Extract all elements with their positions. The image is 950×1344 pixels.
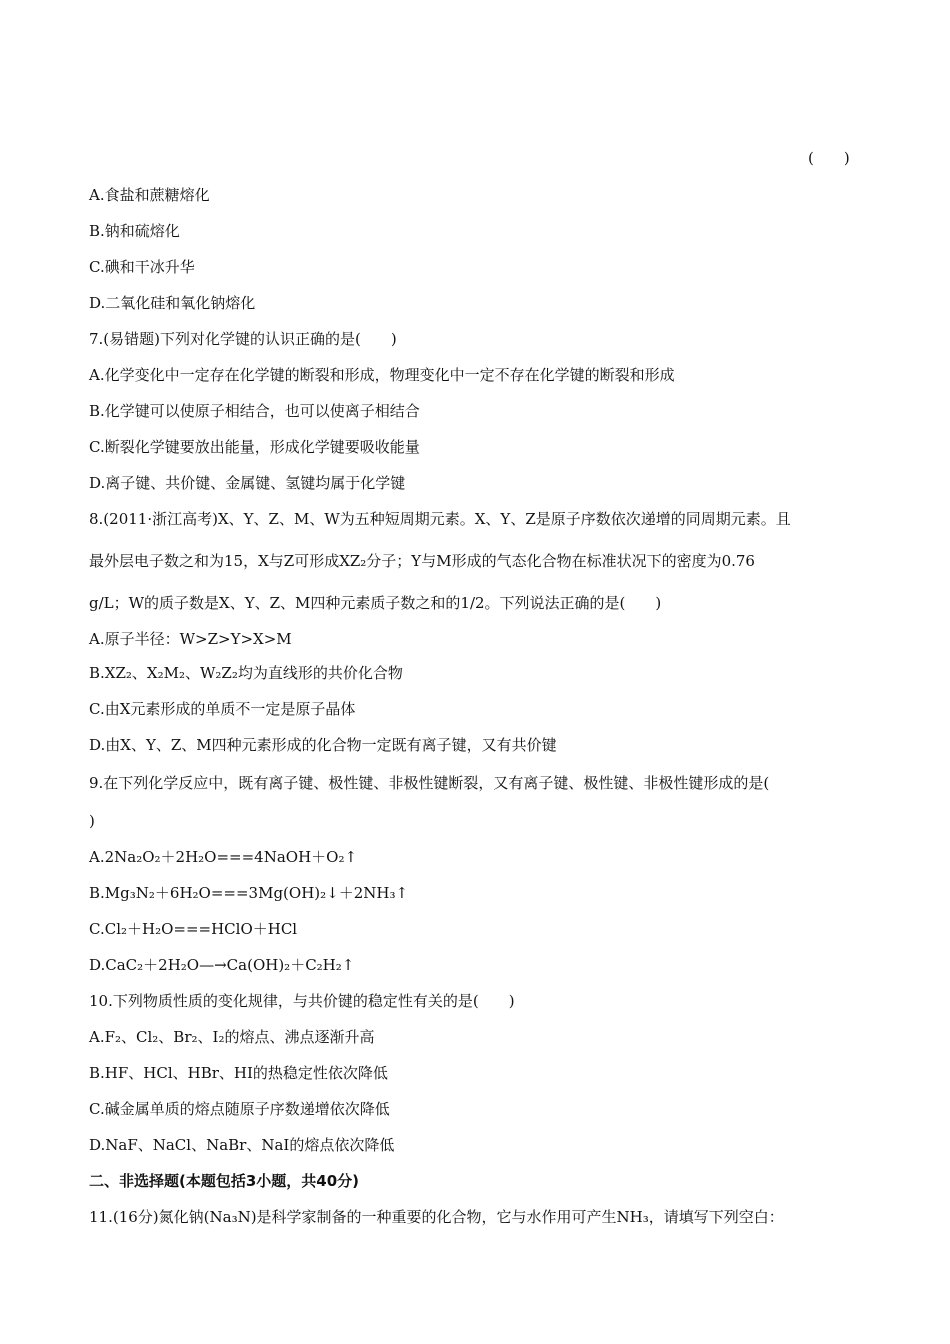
q9-option-c: C.Cl₂＋H₂O===HClO＋HCl [89, 920, 298, 938]
q10-stem: 10.下列物质性质的变化规律，与共价键的稳定性有关的是( ) [89, 992, 515, 1010]
q8-option-c: C.由X元素形成的单质不一定是原子晶体 [89, 700, 356, 718]
q8-stem-line-1: 8.(2011·浙江高考)X、Y、Z、M、W为五种短周期元素。X、Y、Z是原子序数依次递增的同周期元素。且 [89, 510, 791, 528]
q7-option-a: A.化学变化中一定存在化学键的断裂和形成，物理变化中一定不存在化学键的断裂和形成 [89, 366, 675, 384]
q6-option-c: C.碘和干冰升华 [89, 258, 195, 276]
q8-option-d: D.由X、Y、Z、M四种元素形成的化合物一定既有离子键，又有共价键 [89, 736, 557, 754]
q8-stem-line-3: g/L；W的质子数是X、Y、Z、M四种元素质子数之和的1/2。下列说法正确的是( ) [89, 594, 662, 612]
section-heading: 二、非选择题(本题包括3小题，共40分) [89, 1172, 360, 1190]
q10-option-c: C.碱金属单质的熔点随原子序数递增依次降低 [89, 1100, 390, 1118]
q7-option-d: D.离子键、共价键、金属键、氢键均属于化学键 [89, 474, 406, 492]
q10-option-d: D.NaF、NaCl、NaBr、NaI的熔点依次降低 [89, 1136, 395, 1154]
q9-option-a: A.2Na₂O₂＋2H₂O===4NaOH＋O₂↑ [89, 848, 358, 866]
q8-option-b: B.XZ₂、X₂M₂、W₂Z₂均为直线形的共价化合物 [89, 664, 403, 682]
q9-option-d: D.CaC₂＋2H₂O—→Ca(OH)₂＋C₂H₂↑ [89, 956, 355, 974]
q6-option-a: A.食盐和蔗糖熔化 [89, 186, 210, 204]
q10-option-a: A.F₂、Cl₂、Br₂、I₂的熔点、沸点逐渐升高 [89, 1028, 375, 1046]
q6-option-b: B.钠和硫熔化 [89, 222, 180, 240]
q9-option-b: B.Mg₃N₂＋6H₂O===3Mg(OH)₂↓＋2NH₃↑ [89, 884, 409, 902]
q8-stem-line-2: 最外层电子数之和为15，X与Z可形成XZ₂分子；Y与M形成的气态化合物在标准状况下的密度为0.76 [89, 552, 755, 570]
q10-option-b: B.HF、HCl、HBr、HI的热稳定性依次降低 [89, 1064, 388, 1082]
q11-stem: 11.(16分)氮化钠(Na₃N)是科学家制备的一种重要的化合物，它与水作用可产生NH₃，请填写下列空白： [89, 1208, 784, 1226]
answer-bracket: ( ) [808, 149, 850, 167]
q7-option-c: C.断裂化学键要放出能量，形成化学键要吸收能量 [89, 438, 420, 456]
q8-option-a: A.原子半径：W>Z>Y>X>M [89, 630, 292, 648]
q6-option-d: D.二氧化硅和氧化钠熔化 [89, 294, 256, 312]
q7-option-b: B.化学键可以使原子相结合，也可以使离子相结合 [89, 402, 420, 420]
q9-stem-line-1: 9.在下列化学反应中，既有离子键、极性键、非极性键断裂，又有离子键、极性键、非极性键形成的是( [89, 774, 770, 792]
q9-stem-line-2: ) [89, 812, 95, 830]
q7-stem: 7.(易错题)下列对化学键的认识正确的是( ) [89, 330, 397, 348]
